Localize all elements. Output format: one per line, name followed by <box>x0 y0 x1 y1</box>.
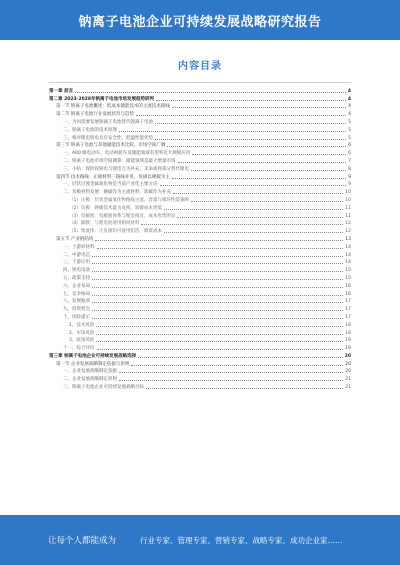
toc-entry-page-number: 4 <box>348 112 351 118</box>
toc-entry-text: 第一节 企业发展战略制定依据与原则 <box>56 361 130 367</box>
toc-entry[interactable] <box>49 226 351 234</box>
toc-entry-text: 第三节 钠离子电池与其他储能技术比较，市场空间广阔 <box>56 143 166 149</box>
toc-entry-text: 七、竞争格局 <box>63 291 90 297</box>
toc-entry[interactable] <box>49 320 351 328</box>
toc-dot-leader <box>155 123 346 124</box>
toc-entry[interactable] <box>49 94 351 102</box>
toc-entry-page-number: 11 <box>345 213 351 219</box>
toc-entry-page-number: 9 <box>348 174 351 180</box>
toc-entry-text: 一、A00 级电动车、电动两轮车及储能领域有望率先大规模应用 <box>63 151 191 157</box>
toc-entry-text: 十、风险提示 <box>63 314 90 320</box>
footer-roles: 行业专家、管理专家、营销专家、战略专家、成功企业家…… <box>140 535 343 545</box>
toc-dot-leader <box>92 287 343 288</box>
toc-entry[interactable] <box>49 281 351 289</box>
toc-entry-text: 六、企业布局 <box>63 283 90 289</box>
toc-entry-text: 第一节 钠离子电池概述：低成本储能技术的主流技术路线 <box>56 104 170 110</box>
toc-entry[interactable] <box>49 172 351 180</box>
toc-dot-leader <box>92 279 343 280</box>
toc-entry-page-number: 17 <box>345 299 351 305</box>
toc-entry-page-number: 15 <box>345 275 351 281</box>
toc-entry-text: 二、中游电芯 <box>63 252 90 258</box>
footer-bar <box>0 515 400 565</box>
toc-dot-leader <box>92 302 343 303</box>
toc-dot-leader <box>92 310 343 311</box>
toc-entry-page-number: 12 <box>345 221 351 227</box>
toc-dot-leader <box>191 170 346 171</box>
toc-entry-text: 四、钠电设备 <box>63 268 90 274</box>
toc-dot-leader <box>173 193 343 194</box>
toc-entry[interactable] <box>49 351 351 359</box>
toc-entry-page-number: 15 <box>345 268 351 274</box>
toc-entry-page-number: 9 <box>348 182 351 188</box>
toc-dot-leader <box>191 201 343 202</box>
toc-entry[interactable] <box>49 359 351 367</box>
toc-entry-text: 第三章 钠离子电池企业可持续发展战略选择 <box>49 353 137 359</box>
toc-dot-leader <box>96 326 343 327</box>
toc-entry-text: 2、市场风险 <box>69 330 95 336</box>
toc-entry-text: 二、钠离子电池的技术原理 <box>63 127 117 133</box>
toc-entry[interactable] <box>49 312 351 320</box>
toc-entry[interactable] <box>49 367 351 375</box>
toc-entry[interactable] <box>49 133 351 141</box>
toc-entry[interactable] <box>49 273 351 281</box>
toc-entry-text: 第一章 前言 <box>49 88 74 94</box>
toc-entry[interactable] <box>49 164 351 172</box>
toc-entry-text: 五、政策支持 <box>63 275 90 281</box>
toc-entry-page-number: 20 <box>344 353 351 359</box>
toc-entry-text: 三、小结：现阶段钠电与锂电互为补充，未来或将部分替代锂电 <box>63 166 189 172</box>
toc-entry[interactable] <box>49 156 351 164</box>
toc-entry-page-number: 21 <box>345 385 351 391</box>
toc-entry-text: 二、企业发展战略制定原则 <box>63 377 117 383</box>
toc-entry-page-number: 14 <box>345 252 351 258</box>
toc-entry[interactable] <box>49 289 351 297</box>
toc-dot-leader <box>192 154 346 155</box>
toc-list <box>49 86 351 390</box>
toc-entry[interactable] <box>49 258 351 266</box>
toc-entry[interactable] <box>49 328 351 336</box>
toc-dot-leader <box>97 248 344 249</box>
toc-entry-page-number: 20 <box>345 361 351 367</box>
toc-entry-text: 三、下游应用 <box>63 260 90 266</box>
toc-entry-text: 3、政策风险 <box>69 338 95 344</box>
toc-entry-text: 三、钠离子电池企业可持续发展战略目标 <box>63 385 144 391</box>
toc-entry-page-number: 14 <box>345 260 351 266</box>
toc-dot-leader <box>75 92 346 93</box>
toc-entry-page-number: 5 <box>348 119 351 125</box>
toc-entry[interactable] <box>49 382 351 390</box>
toc-divider <box>49 82 351 83</box>
toc-dot-leader <box>146 388 343 389</box>
toc-dot-leader <box>92 295 343 296</box>
toc-entry-page-number: 4 <box>347 88 351 94</box>
toc-entry[interactable] <box>49 219 351 227</box>
toc-entry-page-number: 12 <box>345 229 351 235</box>
toc-entry[interactable] <box>49 195 351 203</box>
toc-entry-page-number: 16 <box>345 291 351 297</box>
toc-entry-page-number: 19 <box>345 346 351 352</box>
toc-dot-leader <box>92 318 343 319</box>
toc-entry-page-number: 4 <box>348 104 351 110</box>
toc-dot-leader <box>119 380 343 381</box>
toc-dot-leader <box>172 178 346 179</box>
toc-entry[interactable] <box>49 187 351 195</box>
toc-entry-page-number: 13 <box>345 236 351 242</box>
toc-entry-text: 八、发展瓶颈 <box>63 299 90 305</box>
toc-entry[interactable] <box>49 180 351 188</box>
toc-entry-text: 一、层状过渡金属氧化物是当前产业化主要方向 <box>63 182 158 188</box>
toc-dot-leader <box>167 146 346 147</box>
toc-entry-text: 三、相对锂电钠电具有安全性、低温性能优势 <box>63 135 153 141</box>
toc-dot-leader <box>119 372 343 373</box>
toc-dot-leader <box>155 139 346 140</box>
toc-page <box>0 40 400 515</box>
toc-entry-page-number: 14 <box>345 244 351 250</box>
toc-dot-leader <box>160 185 347 186</box>
toc-entry-text: 二、负极材料发展：硬碳作为主流材料，软碳作为补充 <box>63 190 171 196</box>
toc-dot-leader <box>141 224 343 225</box>
toc-entry[interactable] <box>49 250 351 258</box>
toc-entry-text: 九、投资机会 <box>63 307 90 313</box>
toc-entry-page-number: 18 <box>345 322 351 328</box>
toc-entry-text: 一、企业发展战略制定依据 <box>63 369 117 375</box>
toc-dot-leader <box>164 232 343 233</box>
toc-entry-page-number: 7 <box>348 158 351 164</box>
toc-entry[interactable] <box>49 343 351 351</box>
toc-entry-text: 二、钠离子电池市场空间测算：储能领域是最大增量市场 <box>63 158 176 164</box>
footer-slogan: 让每个人都能成为 <box>48 536 117 546</box>
toc-entry-text: （4）隔膜：与锂电池使用相同材料 <box>69 221 140 227</box>
toc-entry[interactable] <box>49 117 351 125</box>
toc-entry-text: 1、技术风险 <box>69 322 95 328</box>
toc-entry-text: （1）正极：层状金属氧化物路线主流，容量与循环性能兼顾 <box>69 197 189 203</box>
toc-dot-leader <box>92 256 343 257</box>
toc-entry[interactable] <box>49 141 351 149</box>
toc-dot-leader <box>136 115 346 116</box>
toc-entry-page-number: 18 <box>345 330 351 336</box>
toc-entry-text: 十一、综合评价 <box>63 346 95 352</box>
toc-entry[interactable] <box>49 242 351 250</box>
toc-entry[interactable] <box>49 211 351 219</box>
toc-dot-leader <box>96 334 343 335</box>
toc-entry-page-number: 10 <box>345 197 351 203</box>
toc-entry-page-number: 6 <box>348 151 351 157</box>
toc-entry-page-number: 17 <box>345 314 351 320</box>
toc-dot-leader <box>131 365 343 366</box>
toc-entry-text: 第五节 产业链结构 <box>56 236 94 242</box>
toc-dot-leader <box>178 162 347 163</box>
toc-dot-leader <box>156 100 346 101</box>
toc-dot-leader <box>97 349 344 350</box>
toc-entry-text: 第二章 2023-2028年钠离子电池市场发展趋势研判 <box>49 96 154 102</box>
report-title: 钠离子电池企业可持续发展战略研究报告 <box>78 14 322 30</box>
toc-entry-text: （2）负极：硬碳技术最为成熟，软碳成本更低 <box>69 205 162 211</box>
toc-entry-page-number: 21 <box>345 377 351 383</box>
toc-entry-page-number: 10 <box>345 190 351 196</box>
toc-entry-page-number: 11 <box>345 205 351 211</box>
toc-entry[interactable] <box>49 148 351 156</box>
toc-entry-text: （3）电解液：电解液体系与锂电相近，成本优势明显 <box>69 213 176 219</box>
toc-entry[interactable] <box>49 203 351 211</box>
toc-entry-page-number: 16 <box>345 283 351 289</box>
toc-entry-page-number: 5 <box>348 135 351 141</box>
toc-dot-leader <box>172 107 346 108</box>
toc-entry-page-number: 19 <box>345 338 351 344</box>
toc-entry-page-number: 17 <box>345 307 351 313</box>
toc-entry-page-number: 20 <box>345 369 351 375</box>
toc-entry[interactable] <box>49 304 351 312</box>
toc-entry-page-number: 5 <box>348 127 351 133</box>
toc-dot-leader <box>92 271 343 272</box>
toc-entry-text: （5）集流体：正负极均可使用铝箔，降低成本 <box>69 229 162 235</box>
toc-entry[interactable] <box>49 297 351 305</box>
toc-dot-leader <box>96 341 343 342</box>
toc-entry[interactable] <box>49 374 351 382</box>
toc-entry[interactable] <box>49 234 351 242</box>
toc-entry[interactable] <box>49 125 351 133</box>
toc-entry[interactable] <box>49 102 351 110</box>
toc-dot-leader <box>92 263 343 264</box>
toc-dot-leader <box>138 357 343 358</box>
toc-entry-text: 第四节 技术路线：正极材料三路线并进，负极以硬碳为主 <box>56 174 170 180</box>
toc-entry-text: 一、上游原材料 <box>63 244 95 250</box>
toc-dot-leader <box>177 217 343 218</box>
toc-entry[interactable] <box>49 265 351 273</box>
toc-dot-leader <box>119 131 346 132</box>
report-header-bar <box>0 0 400 40</box>
toc-entry-page-number: 6 <box>348 143 351 149</box>
toc-dot-leader <box>164 209 343 210</box>
toc-entry-text: 第二节 钠离子电池行业发展状况与趋势 <box>56 112 134 118</box>
toc-entry-page-number: 4 <box>347 96 351 102</box>
toc-entry[interactable] <box>49 86 351 94</box>
toc-entry-page-number: 8 <box>348 166 351 172</box>
toc-entry[interactable] <box>49 336 351 344</box>
toc-entry[interactable] <box>49 109 351 117</box>
toc-entry-text: 一、为何需要发展钠离子电池替代锂离子电池 <box>63 119 153 125</box>
toc-heading: 内容目录 <box>178 61 222 72</box>
toc-dot-leader <box>95 240 343 241</box>
